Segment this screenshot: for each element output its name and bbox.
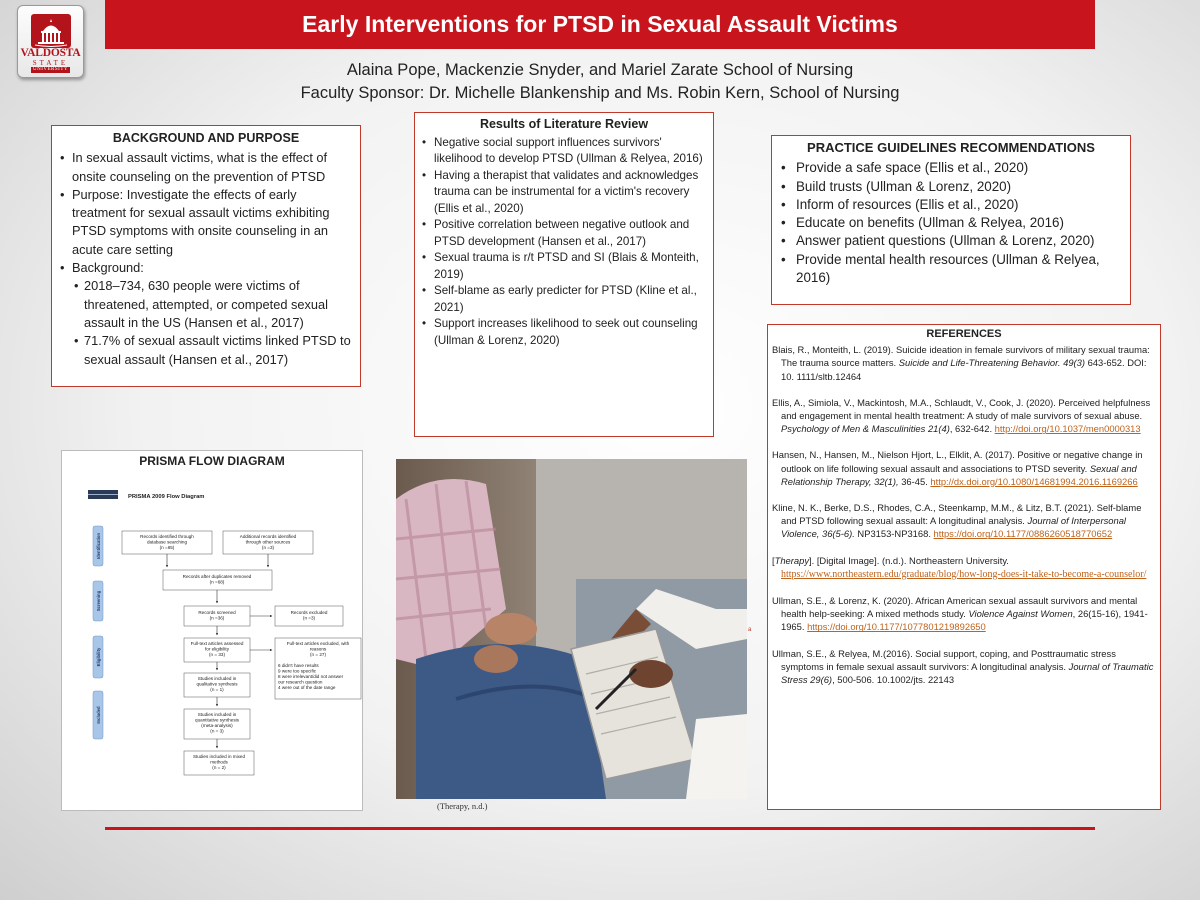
prisma-flow-diagram bbox=[62, 451, 364, 812]
box-text: Studies included in bbox=[197, 712, 237, 717]
box-text: (n = 27) bbox=[310, 652, 326, 657]
practice-guidelines-panel bbox=[771, 135, 1131, 305]
list-item: • 2018–734, 630 people were victims of threatened, attempted, or competed sexual assault in the US (Hansen et al., 2017) bbox=[72, 277, 354, 332]
list-item: • Sexual trauma is r/t PTSD and SI (Blais & Monteith, 2019) bbox=[420, 250, 708, 283]
reference-journal: Sexual and Relationship Therapy, 32(1), bbox=[781, 462, 1137, 487]
box-text: Full-text articles excluded, with bbox=[286, 641, 350, 646]
reference-tail: NP3153-NP3168. bbox=[854, 528, 934, 540]
reference-text: ]. [Digital Image]. (n.d.). Northeastern University. bbox=[809, 554, 1009, 566]
reference-tail: , 632-642. bbox=[949, 423, 995, 435]
box-text: database searching bbox=[146, 539, 188, 545]
reference-journal: Psychology of Men & Masculinities 21(4) bbox=[781, 423, 950, 435]
references-heading: REFERENCES bbox=[926, 328, 1002, 340]
list-item: • Educate on benefits (Ullman & Relyea, 2016) bbox=[778, 214, 1124, 232]
stage-label: Identification bbox=[96, 532, 101, 560]
box-text: (n = 3) bbox=[210, 728, 224, 734]
box-text: Studies included in bbox=[197, 676, 237, 681]
reference-tail: , 26(15-16), 1941-1965. bbox=[781, 608, 1148, 633]
reference-entry bbox=[772, 396, 1156, 436]
box-text: 8 were irrelevant/did not answer bbox=[278, 674, 344, 679]
reference-text: Ellis, A., Simiola, V., Mackintosh, M.A., Schlaudt, V., Cook, J. (2020). Perceived helpfulness and engagement in mental health treatment: A study of male survivors of sexual abuse. bbox=[772, 396, 1151, 422]
list-item: • Answer patient questions (Ullman & Lorenz, 2020) bbox=[778, 232, 1124, 250]
list-item: • Purpose: Investigate the effects of early treatment for sexual assault victims exhibiting PTSD symptoms with onsite counseling in an acute care setting bbox=[58, 186, 354, 259]
list-item-label: Background: bbox=[72, 260, 144, 276]
box-text: (n = 33) bbox=[209, 652, 225, 657]
reference-entry bbox=[772, 594, 1156, 634]
box-text: (n = 1) bbox=[210, 687, 224, 692]
reference-text: Hansen, N., Hansen, M., Nielson Hjort, L., Elklit, A. (2017). Positive or negative change in outlook on life following sexual assault and associations to PTSD severity. bbox=[772, 449, 1143, 474]
poster-title: Early Interventions for PTSD in Sexual Assault Victims bbox=[302, 11, 898, 37]
box-text: (n =3) bbox=[302, 615, 316, 621]
list-item: • Self-blame as early predicter for PTSD (Kline et al., 2021) bbox=[420, 283, 708, 316]
practice-list bbox=[778, 159, 1124, 287]
background-list bbox=[58, 149, 354, 369]
box-text: (meta-analysis) bbox=[201, 723, 233, 728]
reference-text: Kline, N. K., Berke, D.S., Rhodes, C.A., Steenkamp, M.M., & Litz, B.T. (2021). Self-blame and PTSD following sexual assault: A longitudinal analysis. bbox=[772, 502, 1142, 527]
box-text: Additional records identified bbox=[239, 534, 297, 539]
box-text: through other sources bbox=[245, 539, 291, 545]
box-text: (n =65) bbox=[159, 545, 175, 550]
box-text: (n =36) bbox=[209, 615, 225, 621]
list-item: • Positive correlation between negative outlook and PTSD development (Hansen et al., 2017) bbox=[420, 217, 708, 250]
list-item: • Provide a safe space (Ellis et al., 2020) bbox=[778, 159, 1124, 177]
reference-entry bbox=[772, 343, 1156, 383]
box-text: 9 were too specific bbox=[278, 668, 317, 674]
reference-entry bbox=[772, 554, 1156, 581]
box-text: Full-text articles assessed bbox=[190, 641, 244, 646]
reference-journal: Journal of Interpersonal Violence, 36(5-6). bbox=[781, 515, 1126, 540]
box-text: Records after duplicates removed bbox=[182, 574, 252, 579]
reference-tail: 36-45. bbox=[898, 475, 931, 487]
reference-text: Blais, R., Monteith, L. (2019). Suicide ideation in female survivors of military sexual trauma: The trauma source matters. bbox=[772, 344, 1150, 369]
reference-text: Ullman, S.E., & Lorenz, K. (2020). African American sexual assault survivors and mental health help-seeking: A mixed methods study. bbox=[772, 595, 1138, 620]
box-text: (n =3) bbox=[261, 545, 275, 550]
reference-journal: Journal of Traumatic Stress 29(6) bbox=[781, 660, 1154, 686]
references-panel bbox=[767, 324, 1161, 810]
practice-heading: PRACTICE GUIDELINES RECOMMENDATIONS bbox=[807, 140, 1095, 155]
background-heading: BACKGROUND AND PURPOSE bbox=[112, 131, 300, 145]
box-text: (n =68) bbox=[209, 579, 225, 585]
reference-journal: Violence Against Women bbox=[968, 608, 1073, 620]
list-item: • Having a therapist that validates and acknowledges trauma can be instrumental for a victim's recovery (Ellis et al., 2020) bbox=[420, 168, 708, 218]
photo-caption: (Therapy, n.d.) bbox=[437, 801, 488, 811]
box-text: qualitative synthesis bbox=[196, 681, 238, 687]
list-item: • Provide mental health resources (Ullman & Relyea, 2016) bbox=[778, 251, 1124, 288]
box-text: quantitative synthesis bbox=[195, 717, 239, 723]
literature-review-panel bbox=[414, 112, 714, 437]
box-text: Records excluded bbox=[290, 610, 328, 615]
reference-tail: 643-652. DOI: 10. 1111/sltb.12464 bbox=[781, 357, 1147, 382]
list-item: • Inform of resources (Ellis et al., 2020) bbox=[778, 196, 1124, 214]
therapy-session-image bbox=[396, 459, 747, 799]
box-text: 4 were out of the date range bbox=[278, 685, 336, 690]
literature-heading: Results of Literature Review bbox=[479, 117, 649, 131]
reference-title: Therapy bbox=[774, 554, 810, 566]
list-item: • Negative social support influences survivors' likelihood to develop PTSD (Ullman & Relyea, 2016) bbox=[420, 135, 708, 168]
reference-entry bbox=[772, 501, 1156, 541]
list-item: • Support increases likelihood to seek out counseling (Ullman & Lorenz, 2020) bbox=[420, 316, 708, 349]
reference-journal: Suicide and Life-Threatening Behavior. 49(3) bbox=[898, 357, 1085, 369]
logo-line-2: STATE bbox=[32, 59, 69, 67]
box-text: our research question bbox=[278, 679, 323, 685]
reference-link[interactable]: https://doi.org/10.1177/1077801219892650 bbox=[807, 621, 986, 633]
stray-mark: a bbox=[748, 627, 752, 633]
reference-entry bbox=[772, 448, 1156, 488]
list-item: • Build trusts (Ullman & Lorenz, 2020) bbox=[778, 178, 1124, 196]
bottom-rule bbox=[105, 827, 1095, 830]
logo-line-1: VALDOSTA bbox=[20, 47, 81, 59]
list-item: • In sexual assault victims, what is the effect of onsite counseling on the prevention of PTSD bbox=[58, 149, 354, 186]
logo-line-3: UNIVERSITY bbox=[33, 67, 68, 72]
background-panel bbox=[51, 125, 361, 387]
reference-link[interactable]: http://doi.org/10.1037/men0000313 bbox=[994, 423, 1141, 435]
sponsor-line: Faculty Sponsor: Dr. Michelle Blankenship and Ms. Robin Kern, School of Nursing bbox=[300, 84, 900, 102]
reference-link[interactable]: https://www.northeastern.edu/graduate/blog/how-long-does-it-take-to-become-a-counselor/ bbox=[781, 568, 1147, 580]
box-text: Studies included in mixed bbox=[192, 754, 246, 759]
reference-bracket: [ bbox=[772, 554, 775, 566]
literature-list bbox=[420, 135, 708, 350]
prisma-heading: PRISMA FLOW DIAGRAM bbox=[139, 454, 285, 468]
stage-label: Included bbox=[96, 706, 101, 724]
box-text: Records screened bbox=[198, 610, 236, 615]
dome-building-icon bbox=[31, 14, 71, 48]
authors-line: Alaina Pope, Mackenzie Snyder, and Mariel Zarate School of Nursing bbox=[346, 61, 854, 79]
list-item bbox=[58, 259, 354, 369]
stage-label: Screening bbox=[96, 590, 101, 612]
box-text: (n = 2) bbox=[212, 765, 226, 770]
list-item: • 71.7% of sexual assault victims linked PTSD to sexual assault (Hansen et al., 2017) bbox=[72, 332, 354, 369]
university-logo bbox=[17, 5, 84, 78]
reference-tail: , 500-506. 10.1002/jts. 22143 bbox=[832, 674, 955, 686]
reference-link[interactable]: https://doi.org/10.1177/0886260518770652 bbox=[933, 528, 1113, 540]
prisma-panel bbox=[61, 450, 363, 811]
box-text: 6 didn't have results bbox=[278, 663, 319, 668]
box-text: methods bbox=[210, 759, 228, 765]
background-sublist bbox=[72, 277, 354, 368]
prisma-subtitle: PRISMA 2009 Flow Diagram bbox=[128, 494, 205, 500]
box-text: reasons bbox=[309, 646, 327, 652]
therapy-photo bbox=[396, 459, 747, 799]
stage-label: Eligibility bbox=[96, 647, 101, 667]
reference-link[interactable]: http://dx.doi.org/10.1080/14681994.2016.1169266 bbox=[930, 475, 1138, 487]
title-banner bbox=[105, 0, 1095, 49]
box-text: Records identified through bbox=[140, 534, 194, 539]
box-text: for eligibility bbox=[205, 646, 229, 652]
reference-text: Ullman, S.E., & Relyea, M.(2016). Social support, coping, and Posttraumatic stress symptoms in female sexual assault survivors: A longitudinal analysis. bbox=[772, 647, 1116, 672]
reference-entry bbox=[772, 647, 1156, 687]
